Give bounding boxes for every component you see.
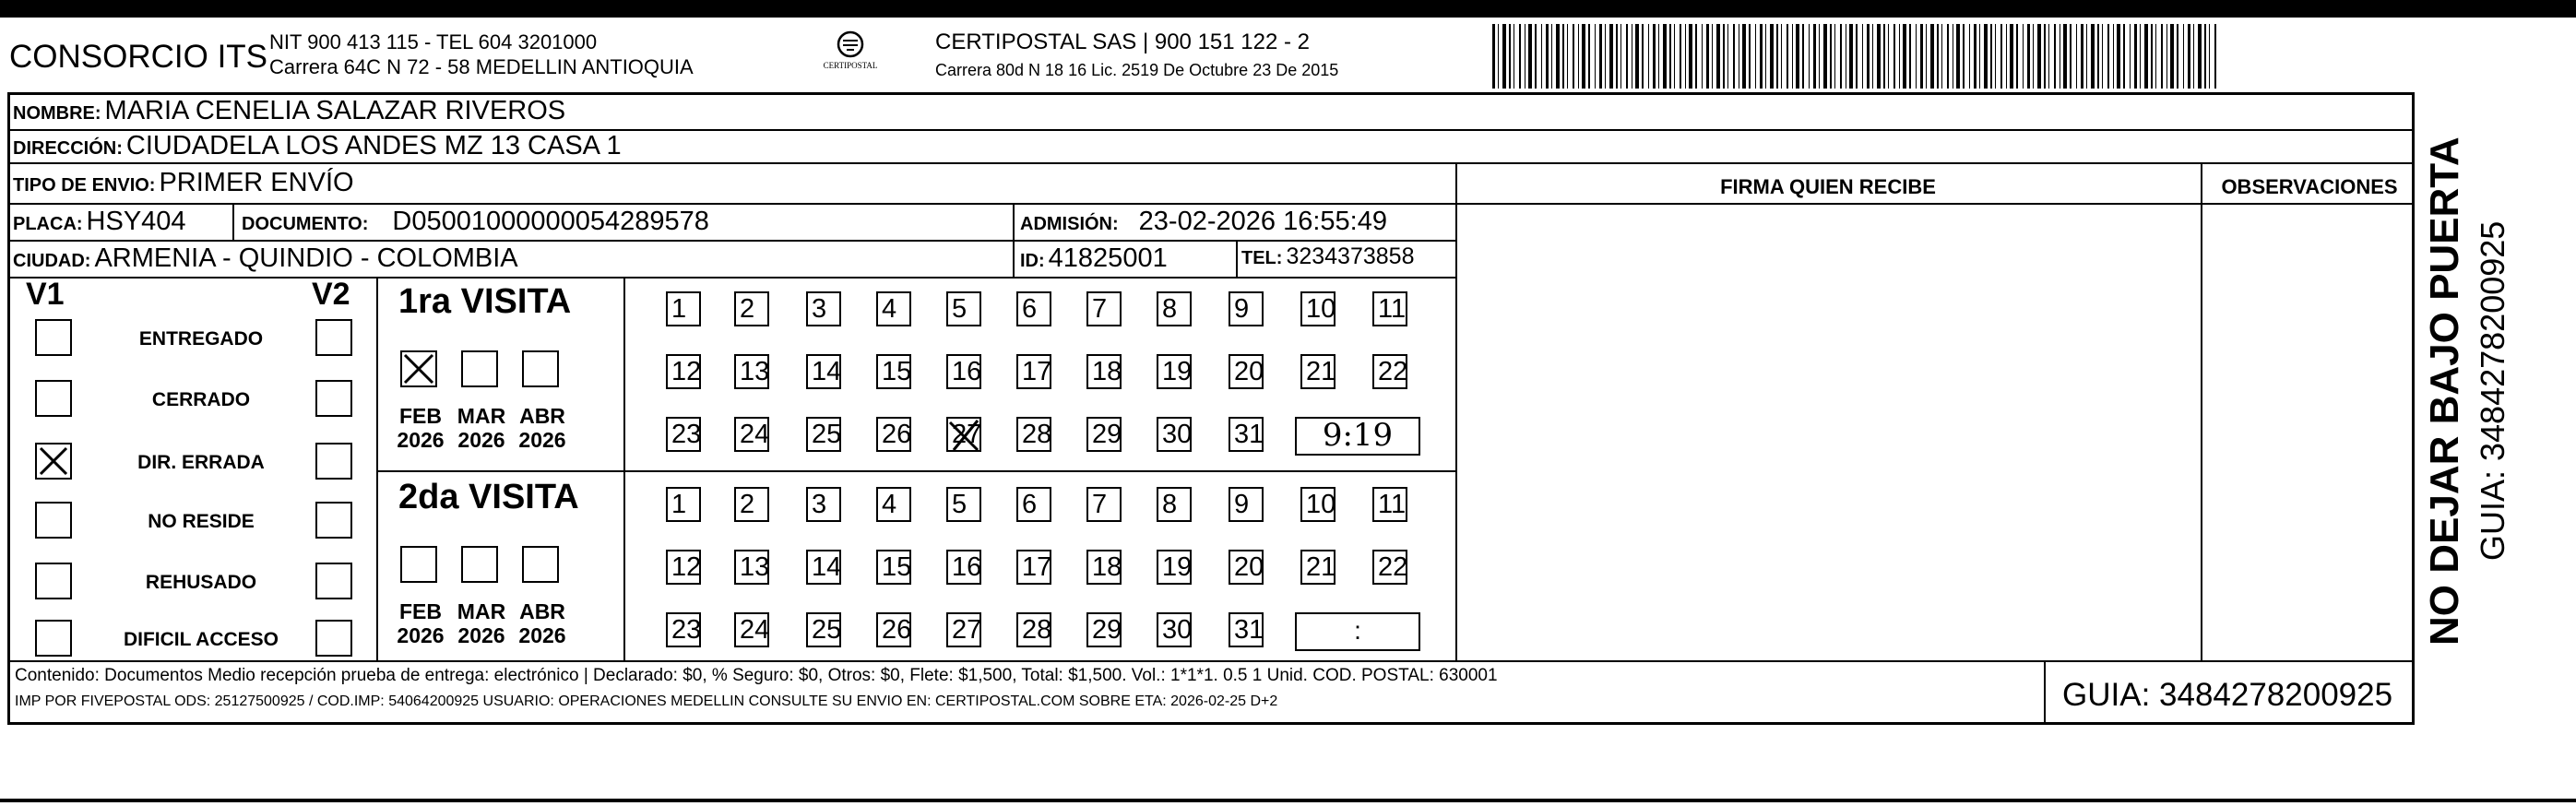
row-divider (7, 162, 2415, 164)
documento-value: D05001000000054289578 (392, 207, 709, 236)
day-number: 20 (1234, 552, 1264, 582)
day-box[interactable] (666, 550, 701, 585)
day-box[interactable] (946, 417, 981, 452)
day-box[interactable] (1229, 487, 1264, 522)
direccion-row (13, 131, 622, 161)
month-name: ABR (519, 599, 565, 623)
row-divider (7, 660, 2415, 662)
day-number: 26 (882, 420, 912, 449)
day-number: 30 (1162, 615, 1193, 645)
nombre-value: MARIA CENELIA SALAZAR RIVEROS (104, 96, 566, 125)
day-box[interactable] (1016, 612, 1051, 647)
ciudad-value: ARMENIA - QUINDIO - COLOMBIA (94, 243, 518, 273)
day-box[interactable] (806, 354, 841, 389)
day-number: 8 (1162, 294, 1178, 324)
month-checkbox[interactable] (400, 350, 437, 387)
day-box[interactable] (806, 291, 841, 326)
day-box[interactable] (1016, 417, 1051, 452)
day-number: 7 (1092, 294, 1108, 324)
day-box[interactable] (1157, 550, 1192, 585)
day-box[interactable] (1229, 354, 1264, 389)
firma-heading: FIRMA QUIEN RECIBE (1720, 175, 1936, 198)
day-box[interactable] (1300, 550, 1335, 585)
month-checkbox[interactable] (400, 546, 437, 583)
day-number: 26 (882, 615, 912, 645)
day-number: 18 (1092, 357, 1122, 386)
day-box[interactable] (946, 291, 981, 326)
col-divider (1236, 240, 1238, 277)
day-box[interactable] (876, 550, 911, 585)
direccion-label: DIRECCIÓN: (13, 138, 123, 159)
status-v1-checkbox[interactable] (35, 380, 72, 417)
tipo-label: TIPO DE ENVIO: (13, 175, 156, 196)
month-name: MAR (457, 404, 506, 428)
row-divider (7, 203, 1455, 205)
day-number: 31 (1234, 615, 1264, 645)
tel-value: 3234373858 (1286, 243, 1415, 269)
day-number: 12 (671, 552, 702, 582)
day-box[interactable] (1016, 487, 1051, 522)
month-year: 2026 (457, 428, 505, 452)
day-number: 10 (1306, 490, 1336, 519)
day-number: 14 (812, 357, 842, 386)
day-number: 20 (1234, 357, 1264, 386)
day-number: 6 (1022, 490, 1038, 519)
day-box[interactable] (876, 417, 911, 452)
documento-row (242, 207, 709, 237)
status-v1-checkbox[interactable] (35, 319, 72, 356)
v1-heading: V1 (26, 277, 65, 312)
day-number: 21 (1306, 552, 1336, 582)
day-box[interactable] (806, 550, 841, 585)
ciudad-label: CIUDAD: (13, 251, 91, 271)
day-box[interactable] (806, 417, 841, 452)
barcode (1492, 24, 2223, 89)
status-v1-checkbox[interactable] (35, 443, 72, 480)
day-box[interactable] (1086, 354, 1122, 389)
status-v2-checkbox[interactable] (315, 620, 352, 657)
day-box[interactable] (806, 612, 841, 647)
tipo-row (13, 168, 354, 198)
day-box[interactable] (666, 487, 701, 522)
day-number: 22 (1378, 357, 1408, 386)
top-border (0, 0, 2576, 18)
day-number: 25 (812, 420, 842, 449)
placa-row (13, 207, 186, 237)
day-number: 6 (1022, 294, 1038, 324)
day-number: 2 (740, 490, 755, 519)
day-box[interactable] (1086, 550, 1122, 585)
direccion-value: CIUDADELA LOS ANDES MZ 13 CASA 1 (125, 131, 622, 160)
day-box[interactable] (1229, 550, 1264, 585)
day-box[interactable] (1300, 354, 1335, 389)
row-divider (376, 470, 1455, 472)
day-number: 13 (740, 552, 770, 582)
col-divider (623, 277, 625, 660)
company-name: CONSORCIO ITS (9, 39, 268, 75)
day-box[interactable] (1372, 291, 1407, 326)
day-number: 23 (671, 615, 702, 645)
month-checkbox[interactable] (461, 350, 498, 387)
day-number: 27 (952, 615, 982, 645)
day-number: 5 (952, 490, 967, 519)
day-number: 3 (812, 294, 827, 324)
day-box[interactable] (946, 487, 981, 522)
day-box[interactable] (1086, 612, 1122, 647)
day-box[interactable] (1016, 354, 1051, 389)
day-box[interactable] (666, 354, 701, 389)
guia-number: GUIA: 3484278200925 (2062, 677, 2393, 713)
col-divider (232, 203, 234, 240)
day-box[interactable] (734, 550, 769, 585)
col-divider (2044, 660, 2046, 725)
status-label: REHUSADO (145, 572, 257, 593)
day-box[interactable] (666, 612, 701, 647)
company-info (269, 30, 694, 79)
day-box[interactable] (666, 291, 701, 326)
status-v2-checkbox[interactable] (315, 319, 352, 356)
day-number: 16 (952, 552, 982, 582)
month-year: 2026 (518, 623, 566, 647)
day-box[interactable] (1086, 291, 1122, 326)
day-box[interactable] (1016, 291, 1051, 326)
day-number: 25 (812, 615, 842, 645)
col-divider (2201, 162, 2202, 660)
day-box[interactable] (1157, 612, 1192, 647)
day-box[interactable] (1229, 291, 1264, 326)
month-year: 2026 (397, 428, 445, 452)
address-line: Carrera 64C N 72 - 58 MEDELLIN ANTIOQUIA (269, 55, 694, 78)
day-number: 29 (1092, 420, 1122, 449)
month-checkbox[interactable] (461, 546, 498, 583)
day-number: 28 (1022, 615, 1052, 645)
day-number: 28 (1022, 420, 1052, 449)
month-name: FEB (399, 599, 442, 623)
day-number: 5 (952, 294, 967, 324)
nombre-row (13, 96, 565, 126)
day-box[interactable] (1372, 487, 1407, 522)
day-number: 15 (882, 552, 912, 582)
status-label: DIFICIL ACCESO (123, 629, 279, 650)
visit-title: 1ra VISITA (398, 282, 572, 321)
day-number: 24 (740, 420, 770, 449)
day-box[interactable] (1086, 417, 1122, 452)
signature-area[interactable] (1459, 207, 2197, 658)
day-box[interactable] (1157, 291, 1192, 326)
month-checkbox[interactable] (522, 350, 559, 387)
day-box[interactable] (946, 550, 981, 585)
observations-area[interactable] (2204, 207, 2411, 658)
time-box[interactable] (1295, 612, 1420, 651)
day-number: 3 (812, 490, 827, 519)
row-divider (7, 240, 1455, 242)
month-label (395, 599, 446, 647)
time-value: 9:19 (1322, 417, 1394, 454)
side-guia: GUIA: 3484278200925 (2474, 220, 2511, 561)
logo-text: CERTIPOSTAL (823, 61, 878, 70)
day-box[interactable] (1300, 487, 1335, 522)
day-box[interactable] (734, 354, 769, 389)
side-warning: NO DEJAR BAJO PUERTA (2422, 136, 2467, 646)
col-divider (376, 277, 378, 660)
day-number: 7 (1092, 490, 1108, 519)
month-label (516, 599, 568, 647)
month-year: 2026 (397, 623, 445, 647)
day-number: 8 (1162, 490, 1178, 519)
month-label (456, 599, 507, 647)
status-label: ENTREGADO (138, 328, 264, 350)
day-number: 24 (740, 615, 770, 645)
day-number: 27 (952, 420, 982, 449)
footer-line-1: Contenido: Documentos Medio recepción prueba de entrega: electrónico | Declarado: $0, % Seguro: $0, Otros: $0, Flete: $1,500, Total: $1,500. Vol.: 1*1*1. 0.5 1 Unid. COD. POSTAL: 630001 (15, 666, 1498, 685)
tel-row (1241, 243, 1414, 270)
day-number: 9 (1234, 490, 1250, 519)
day-number: 2 (740, 294, 755, 324)
day-number: 15 (882, 357, 912, 386)
day-box[interactable] (1086, 487, 1122, 522)
status-v2-checkbox[interactable] (315, 502, 352, 539)
month-checkbox[interactable] (522, 546, 559, 583)
day-box[interactable] (876, 354, 911, 389)
day-box[interactable] (1372, 550, 1407, 585)
day-number: 1 (671, 490, 687, 519)
day-number: 29 (1092, 615, 1122, 645)
status-v2-checkbox[interactable] (315, 443, 352, 480)
day-number: 23 (671, 420, 702, 449)
day-box[interactable] (734, 417, 769, 452)
month-year: 2026 (457, 623, 505, 647)
day-box[interactable] (876, 291, 911, 326)
day-box[interactable] (806, 487, 841, 522)
month-label (395, 404, 446, 452)
day-number: 9 (1234, 294, 1250, 324)
status-label: NO RESIDE (148, 511, 255, 532)
day-box[interactable] (876, 487, 911, 522)
day-number: 4 (882, 490, 897, 519)
day-number: 10 (1306, 294, 1336, 324)
certipostal-address: Carrera 80d N 18 16 Lic. 2519 De Octubre 23 De 2015 (935, 61, 1339, 79)
month-name: FEB (399, 404, 442, 428)
bottom-border (0, 799, 2576, 802)
day-number: 21 (1306, 357, 1336, 386)
day-box[interactable] (734, 487, 769, 522)
id-row (1020, 243, 1168, 274)
documento-label: DOCUMENTO: (242, 214, 369, 234)
status-v2-checkbox[interactable] (315, 563, 352, 599)
day-box[interactable] (1229, 417, 1264, 452)
day-box[interactable] (1157, 487, 1192, 522)
nombre-label: NOMBRE: (13, 103, 101, 124)
day-number: 30 (1162, 420, 1193, 449)
admision-label: ADMISIÓN: (1020, 214, 1119, 234)
col-divider (1455, 162, 1457, 660)
v2-heading: V2 (312, 277, 350, 312)
day-number: 22 (1378, 552, 1408, 582)
day-number: 18 (1092, 552, 1122, 582)
tipo-value: PRIMER ENVÍO (159, 168, 354, 197)
month-label (516, 404, 568, 452)
day-number: 13 (740, 357, 770, 386)
time-box[interactable] (1295, 417, 1420, 456)
day-number: 1 (671, 294, 687, 324)
placa-label: PLACA: (13, 214, 83, 234)
status-v1-checkbox[interactable] (35, 502, 72, 539)
day-box[interactable] (1300, 291, 1335, 326)
status-v1-checkbox[interactable] (35, 620, 72, 657)
day-number: 31 (1234, 420, 1264, 449)
id-label: ID: (1020, 251, 1045, 271)
day-number: 12 (671, 357, 702, 386)
day-number: 4 (882, 294, 897, 324)
day-mark (948, 419, 981, 459)
ciudad-row (13, 243, 518, 274)
id-value: 41825001 (1048, 243, 1168, 273)
day-number: 11 (1378, 294, 1407, 324)
day-box[interactable] (946, 612, 981, 647)
day-box[interactable] (666, 417, 701, 452)
day-box[interactable] (1157, 417, 1192, 452)
month-label (456, 404, 507, 452)
day-number: 17 (1022, 357, 1052, 386)
day-box[interactable] (1157, 354, 1192, 389)
month-name: MAR (457, 599, 506, 623)
footer-line-2: IMP POR FIVEPOSTAL ODS: 25127500925 / COD.IMP: 54064200925 USUARIO: OPERACIONES MEDELLIN CONSULTE SU ENVIO EN: CERTIPOSTAL.COM SOBRE ETA: 2026-02-25 D+2 (15, 693, 1278, 709)
status-v1-checkbox[interactable] (35, 563, 72, 599)
placa-value: HSY404 (86, 207, 186, 236)
day-number: 11 (1378, 490, 1407, 519)
day-number: 19 (1162, 357, 1193, 386)
day-number: 19 (1162, 552, 1193, 582)
day-box[interactable] (734, 291, 769, 326)
visit-title: 2da VISITA (398, 478, 579, 516)
certipostal-line: CERTIPOSTAL SAS | 900 151 122 - 2 (935, 30, 1310, 54)
day-number: 14 (812, 552, 842, 582)
nit-line: NIT 900 413 115 - TEL 604 3201000 (269, 30, 598, 53)
day-box[interactable] (1016, 550, 1051, 585)
status-v2-checkbox[interactable] (315, 380, 352, 417)
row-divider (7, 277, 1455, 279)
status-label: CERRADO (151, 389, 251, 410)
admision-value: 23-02-2026 16:55:49 (1138, 207, 1387, 236)
day-box[interactable] (1372, 354, 1407, 389)
month-year: 2026 (518, 428, 566, 452)
row-divider (1455, 203, 2415, 205)
observaciones-heading: OBSERVACIONES (2221, 175, 2398, 198)
tel-label: TEL: (1241, 248, 1283, 268)
day-box[interactable] (876, 612, 911, 647)
day-number: 16 (952, 357, 982, 386)
month-name: ABR (519, 404, 565, 428)
status-label: DIR. ERRADA (137, 452, 265, 473)
time-value: : (1354, 616, 1361, 645)
col-divider (1013, 203, 1015, 277)
admision-row (1020, 207, 1387, 237)
day-box[interactable] (946, 354, 981, 389)
day-number: 17 (1022, 552, 1052, 582)
day-box[interactable] (1229, 612, 1264, 647)
certipostal-logo (812, 28, 889, 77)
day-box[interactable] (734, 612, 769, 647)
